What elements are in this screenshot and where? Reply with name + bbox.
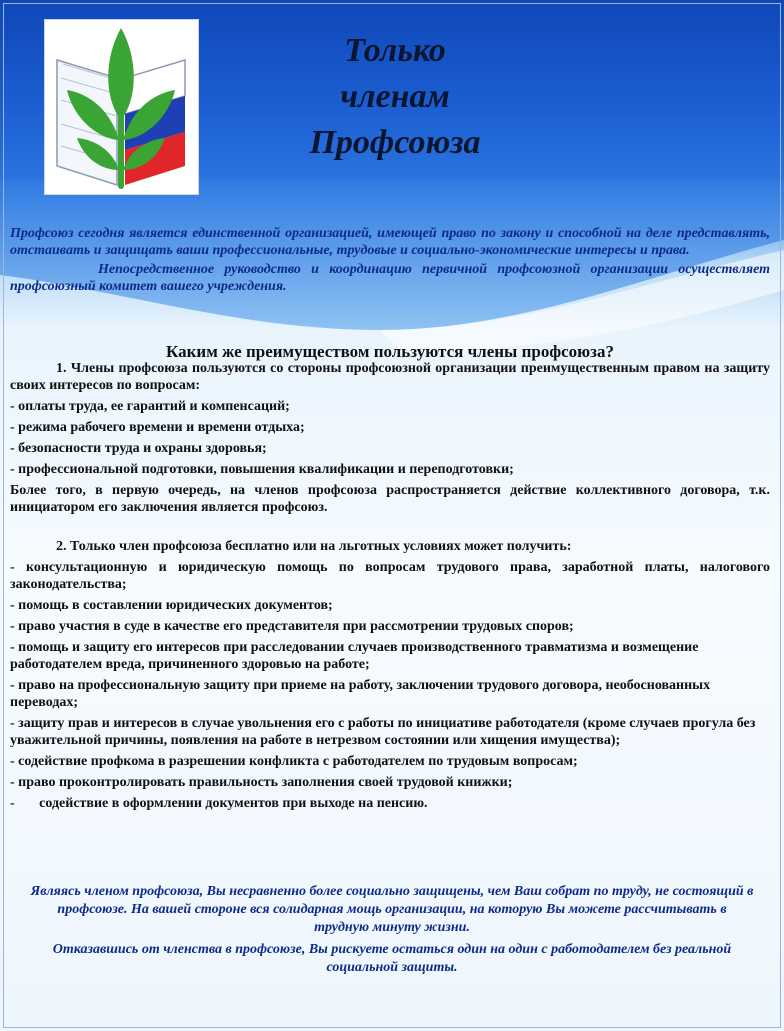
closing-block	[30, 883, 754, 977]
intro-block	[10, 225, 770, 295]
collective-agreement-paragraph: Более того, в первую очередь, на членов профсоюза распространяется действие коллективного договора, т.к. инициатором его заключения является профсоюз.	[10, 483, 770, 515]
list2-item: - право на профессиональную защиту при приеме на работу, заключении трудового договора, необоснованных переводах;	[10, 678, 711, 710]
benefit-item-1: 1. Члены профсоюза пользуются со стороны профсоюзной организации преимущественным правом на защиту своих интересов по вопросам:	[10, 361, 770, 393]
section-heading: Каким же преимуществом пользуются члены профсоюза?	[166, 342, 614, 361]
closing-paragraph-1: Являясь членом профсоюза, Вы несравненно более социально защищены, чем Ваш собрат по труду, не состоящий в профсоюзе. На вашей стороне вся солидарная мощь организации, на которую Вы можете рассчитывать в трудную минуту жизни.	[30, 884, 754, 935]
list1-item: - оплаты труда, ее гарантий и компенсаций;	[10, 399, 290, 414]
list1-item: - профессиональной подготовки, повышения квалификации и переподготовки;	[10, 462, 514, 477]
benefits-section	[10, 343, 770, 812]
benefit-item-2: 2. Только член профсоюза бесплатно или на льготных условиях может получить:	[56, 539, 572, 554]
title-line-2: членам	[340, 78, 450, 115]
title-line-1: Только	[344, 32, 446, 69]
list2-item: - помощь и защиту его интересов при расследовании случаев производственного травматизма и возмещение работодателем вреда, причиненного здоровью на работе;	[10, 640, 699, 672]
profsoyuz-logo	[44, 19, 199, 195]
poster-title	[250, 28, 540, 166]
list2-item: - защиту прав и интересов в случае увольнения его с работы по инициативе работодателя (кроме случаев прогула без уважительной причины, появления на работе в нетрезвом состоянии или хищения имущества);	[10, 716, 756, 748]
list1-item: - режима рабочего времени и времени отдыха;	[10, 420, 305, 435]
list2-item: - консультационную и юридическую помощь по вопросам трудового права, заработной платы, налогового законодательства;	[10, 560, 770, 592]
list2-item: - помощь в составлении юридических документов;	[10, 598, 333, 613]
title-line-3: Профсоюза	[309, 124, 481, 161]
list2-item: - право проконтролировать правильность заполнения своей трудовой книжки;	[10, 775, 513, 790]
intro-paragraph-1: Профсоюз сегодня является единственной организацией, имеющей право по закону и способной на деле представлять, отстаивать и защищать ваши профессиональные, трудовые и социально-экономические интересы и права.	[10, 226, 770, 258]
intro-paragraph-2: Непосредственное руководство и координацию первичной профсоюзной организации осуществляет профсоюзный комитет вашего учреждения.	[10, 262, 770, 294]
list2-item: - содействие в оформлении документов при выходе на пенсию.	[10, 796, 428, 811]
list1-item: - безопасности труда и охраны здоровья;	[10, 441, 267, 456]
closing-paragraph-2: Отказавшись от членства в профсоюзе, Вы рискуете остаться один на один с работодателем без реальной социальной защиты.	[52, 942, 732, 975]
list2-item: - содействие профкома в разрешении конфликта с работодателем по трудовым вопросам;	[10, 754, 578, 769]
list2-item: - право участия в суде в качестве его представителя при рассмотрении трудовых споров;	[10, 619, 574, 634]
profsoyuz-emblem-icon	[45, 20, 198, 194]
